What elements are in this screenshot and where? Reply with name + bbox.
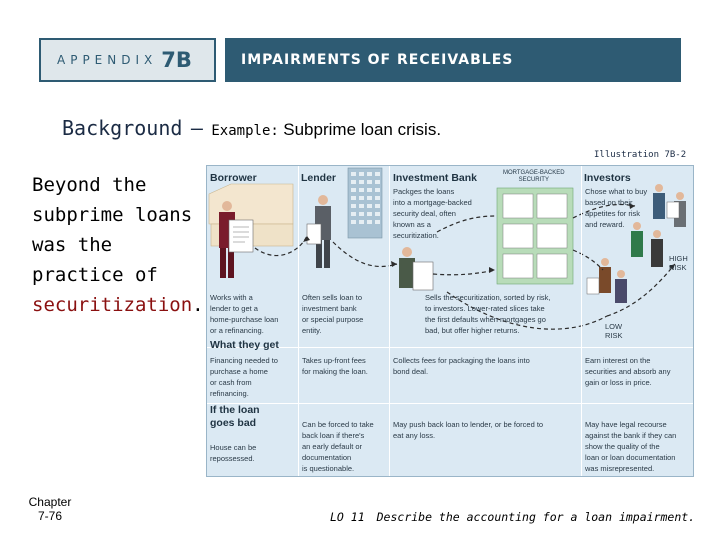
text-line: security deal, often xyxy=(393,209,456,218)
text-line: home-purchase loan xyxy=(210,315,279,324)
text-line: back loan if there's xyxy=(302,431,365,440)
text-line: to investors. Lower-rated slices take xyxy=(425,304,545,313)
text-line: securities and absorb any xyxy=(585,367,671,376)
text-line: LOW xyxy=(605,322,623,331)
text-line: show the quality of the xyxy=(585,442,660,451)
text-line: repossessed. xyxy=(210,454,255,463)
text-line: May have legal recourse xyxy=(585,420,667,429)
headline-example: Example: xyxy=(211,123,279,139)
body-line: Beyond the xyxy=(32,174,147,196)
body-line: subprime loans xyxy=(32,204,193,226)
text-line: gain or loss in price. xyxy=(585,378,652,387)
text-line: Financing needed to xyxy=(210,356,278,365)
row-label-loan-goes-bad xyxy=(210,404,260,430)
text-line: against the bank if they can xyxy=(585,431,677,440)
lender-bad-text xyxy=(302,419,374,474)
lender-role-text xyxy=(302,292,363,336)
column-header-borrower: Borrower xyxy=(210,172,257,184)
headline-background: Background xyxy=(62,116,183,140)
text-line: Can be forced to take xyxy=(302,420,374,429)
learning-objective-text: Describe the accounting for a loan impairment. xyxy=(376,510,696,524)
text-line: Works with a xyxy=(210,293,253,302)
body-keyword: securitization xyxy=(32,294,193,316)
investors-get-text xyxy=(585,355,670,388)
appendix-label xyxy=(39,38,216,82)
text-line: investment bank xyxy=(302,304,357,313)
text-line: known as a xyxy=(393,220,431,229)
lender-building-icon xyxy=(348,168,382,238)
text-line: is questionable. xyxy=(302,464,355,473)
text-line: the first defaults when mortgages go xyxy=(425,315,546,324)
investors-bad-text xyxy=(585,419,676,474)
appendix-word: APPENDIX xyxy=(57,53,158,67)
text-line: or special purpose xyxy=(302,315,364,324)
body-text xyxy=(32,170,204,320)
illustration-label: Illustration 7B-2 xyxy=(594,150,687,160)
text-line: If the loan xyxy=(210,404,260,416)
text-line: Often sells loan to xyxy=(302,293,363,302)
borrower-role-text xyxy=(210,292,278,336)
borrower-gets-text xyxy=(210,355,278,399)
securitization-figure xyxy=(206,165,694,477)
low-risk-label xyxy=(605,322,623,340)
text-line: or a refinancing. xyxy=(210,326,264,335)
text-line: RISK xyxy=(605,331,623,340)
text-line: Packges the loans xyxy=(393,187,455,196)
body-line: practice of xyxy=(32,264,158,286)
lender-person-icon xyxy=(307,195,331,268)
text-line: or cash from xyxy=(210,378,252,387)
high-risk-label xyxy=(669,254,688,272)
loan-document-icon xyxy=(229,220,253,252)
text-line: Collects fees for packaging the loans into xyxy=(393,356,530,365)
bank-role-text xyxy=(425,292,550,336)
chapter-label: Chapter xyxy=(28,495,72,509)
text-line: Chose what to buy xyxy=(585,187,648,196)
chapter-page-number xyxy=(22,495,78,523)
text-line: documentation xyxy=(302,453,352,462)
text-line: purchase a home xyxy=(210,367,268,376)
bank-bad-text xyxy=(393,419,543,441)
text-line: goes bad xyxy=(210,417,257,429)
text-line: Sells the securitization, sorted by risk, xyxy=(425,293,551,302)
mbs-label-line: SECURITY xyxy=(518,177,549,183)
investors-top-text xyxy=(585,186,647,230)
text-line: RISK xyxy=(669,263,687,272)
mortgage-backed-security-icon xyxy=(497,188,573,284)
column-divider xyxy=(298,166,299,476)
text-line: into a mortgage-backed xyxy=(393,198,472,207)
appendix-number: 7B xyxy=(161,48,192,72)
column-header-investment-bank: Investment Bank xyxy=(393,172,478,184)
slide-headline xyxy=(62,116,441,140)
text-line: bad, but offer higher returns. xyxy=(425,326,520,335)
text-line: bond deal. xyxy=(393,367,429,376)
page-number: 7-76 xyxy=(37,509,63,523)
column-header-investors: Investors xyxy=(584,172,631,184)
text-line: refinancing. xyxy=(210,389,249,398)
text-line: loan or loan documentation xyxy=(585,453,676,462)
text-line: House can be xyxy=(210,443,257,452)
learning-objective-number: LO 11 xyxy=(330,510,365,524)
text-line: lender to get a xyxy=(210,304,258,313)
text-line: eat any loss. xyxy=(393,431,436,440)
text-line: was misrepresented. xyxy=(585,464,655,473)
body-line: was the xyxy=(32,234,113,256)
headline-dash: – xyxy=(190,116,203,140)
text-line: appetites for risk xyxy=(585,209,641,218)
text-line: and reward. xyxy=(585,220,625,229)
bank-person-icon xyxy=(399,247,433,290)
text-line: an early default or xyxy=(302,442,363,451)
body-line xyxy=(32,290,204,320)
mbs-label xyxy=(503,170,565,184)
bank-gets-text xyxy=(393,355,530,377)
column-divider xyxy=(581,166,582,476)
body-period: . xyxy=(192,294,204,316)
row-divider xyxy=(207,347,693,348)
banner-divider xyxy=(216,38,225,82)
text-line: Earn interest on the xyxy=(585,356,651,365)
text-line: based on their xyxy=(585,198,633,207)
borrower-bad-text xyxy=(210,442,256,464)
text-line: securitization. xyxy=(393,231,439,240)
lender-gets-text xyxy=(302,355,368,377)
row-label-what-they-get: What they get xyxy=(210,339,279,351)
text-line: for making the loan. xyxy=(302,367,368,376)
text-line: entity. xyxy=(302,326,322,335)
banner-title: IMPAIRMENTS OF RECEIVABLES xyxy=(241,52,514,68)
mbs-label-line: MORTGAGE-BACKED xyxy=(503,170,565,176)
learning-objective-footer xyxy=(330,510,695,524)
text-line: Takes up-front fees xyxy=(302,356,366,365)
column-header-lender: Lender xyxy=(301,172,337,184)
text-line: HIGH xyxy=(669,254,688,263)
text-line: May push back loan to lender, or be forced to xyxy=(393,420,544,429)
chapter-banner xyxy=(39,38,681,82)
row-divider xyxy=(207,403,693,404)
bank-top-text xyxy=(393,186,472,241)
headline-subject: Subprime loan crisis. xyxy=(283,120,442,139)
column-divider xyxy=(389,166,390,476)
